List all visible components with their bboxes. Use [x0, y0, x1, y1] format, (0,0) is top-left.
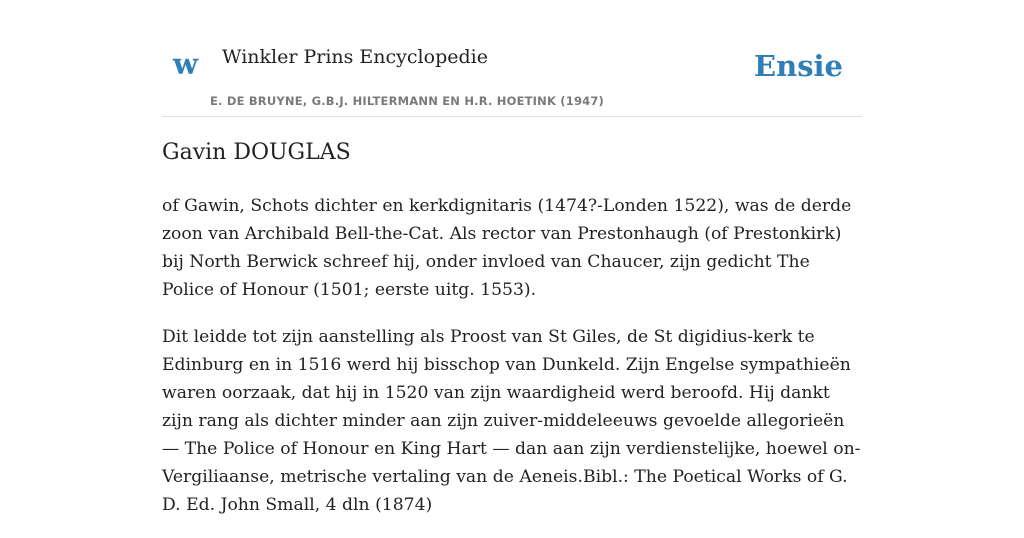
article-paragraph: of Gawin, Schots dichter en kerkdignitaris (1474?-Londen 1522), was de derde zoon van Archibald Bell-the-Cat. Als rector van Prestonhaugh (of Prestonkirk) bij North Berwick schreef hij, onder invloed van Chaucer, zijn gedicht The Police of Honour (1501; eerste uitg. 1553).: [162, 196, 852, 300]
winkler-prins-logo[interactable]: w: [173, 47, 198, 81]
article-body: [162, 192, 862, 538]
article-paragraph: Dit leidde tot zijn aanstelling als Proost van St Giles, de St digidius-kerk te Edinburg en in 1516 werd hij bisschop van Dunkeld. Zijn Engelse sympathieën waren oorzaak, dat hij in 1520 van zijn waardigheid werd beroofd. Hij dankt zijn rang als dichter minder aan zijn zuiver-middeleeuws gevoelde allegorieën — The Police of Honour en King Hart — dan aan zijn verdienstelijke, hoewel on-Vergiliaanse, metrische vertaling van de Aeneis.Bibl.: The Poetical Works of G. D. Ed. John Small, 4 dln (1874): [162, 327, 861, 515]
authors-line: E. DE BRUYNE, G.B.J. HILTERMANN EN H.R. HOETINK (1947): [210, 94, 605, 108]
article-title: Gavin DOUGLAS: [162, 140, 351, 165]
site-header: [162, 0, 862, 117]
site-title[interactable]: Winkler Prins Encyclopedie: [222, 46, 488, 68]
ensie-brand-logo[interactable]: Ensie: [754, 49, 843, 83]
